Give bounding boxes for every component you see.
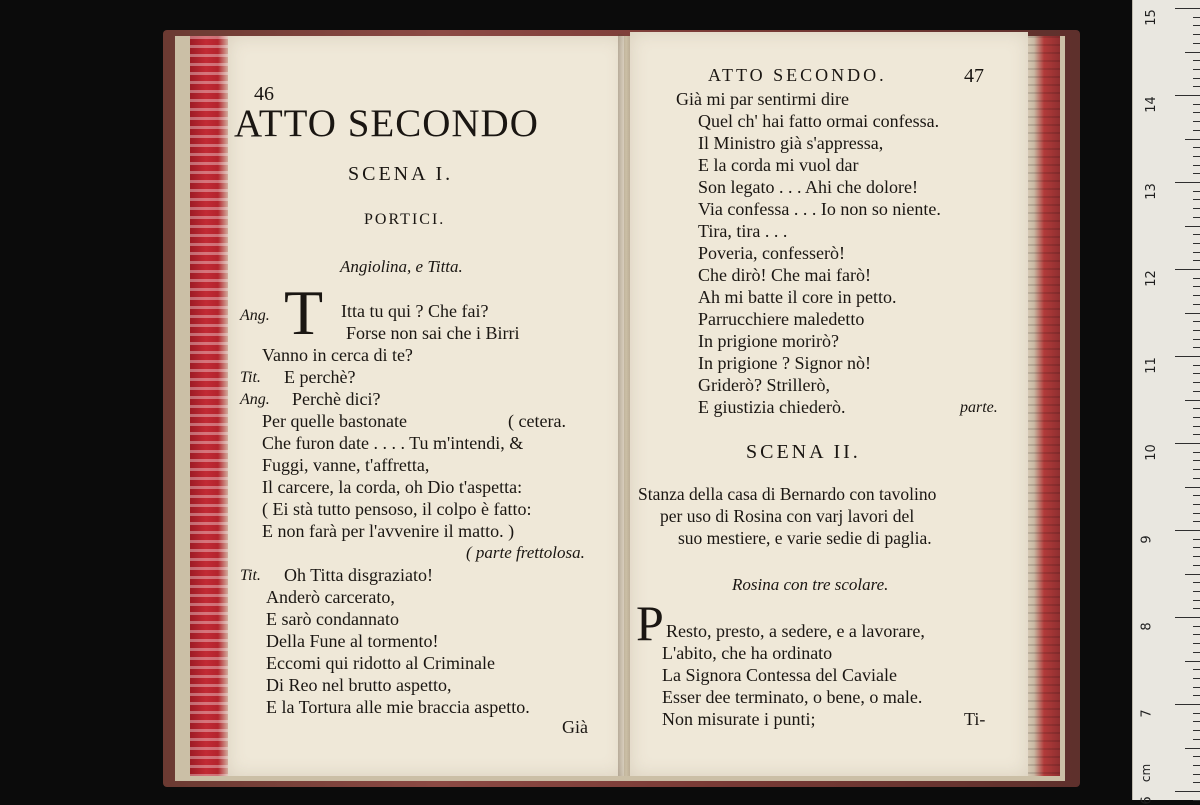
ruler-tick [1175,704,1200,705]
ruler-unit-label: cm [1139,763,1154,783]
ruler-tick [1193,591,1200,592]
stage-direction: ( parte frettolosa. [466,543,585,562]
ruler-cm-label: 13 [1143,183,1159,200]
ruler-tick [1193,295,1200,296]
ruler-tick [1193,25,1200,26]
verse-line: La Signora Contessa del Caviale [662,665,897,685]
text-line: Itta tu qui ? Che fai? [341,301,489,321]
ruler-tick [1193,234,1200,235]
ruler-tick [1193,365,1200,366]
ruler-tick [1193,730,1200,731]
ruler-tick [1175,95,1200,96]
verse-line: Resto, presto, a sedere, e a lavorare, [666,621,925,641]
ruler-tick [1193,330,1200,331]
ruler-tick [1193,69,1200,70]
text-line: E non farà per l'avvenire il matto. ) [262,521,515,541]
right-page-number: 47 [964,65,984,87]
text-line: Già mi par sentirmi dire [676,89,849,109]
ruler-tick [1193,721,1200,722]
ruler-tick [1193,347,1200,348]
ruler-tick [1193,669,1200,670]
scene-1-setting: PORTICI. [364,211,446,228]
ruler-tick [1175,8,1200,9]
ruler-tick [1193,382,1200,383]
catchword: Ti- [964,709,986,729]
ruler-tick [1193,652,1200,653]
ruler-tick [1193,321,1200,322]
ruler-tick [1175,269,1200,270]
text-line: E la Tortura alle mie braccia aspetto. [266,697,530,717]
ruler-tick [1193,121,1200,122]
text-line: Fuggi, vanne, t'affretta, [262,455,430,475]
measuring-ruler [1132,0,1200,805]
text-line: Il carcere, la corda, oh Dio t'aspetta: [262,477,523,497]
exit-direction: parte. [960,399,998,416]
text-line: Via confessa . . . Io non so niente. [698,199,941,219]
text-line: Son legato . . . Ahi che dolore! [698,177,918,197]
text-line: E sarò condannato [266,609,399,629]
speaker-label: Tit. [240,567,261,584]
ruler-tick [1193,130,1200,131]
ruler-tick [1193,495,1200,496]
text-line: Poveria, confesserò! [698,243,845,263]
ruler-tick [1193,243,1200,244]
ruler-tick [1193,460,1200,461]
ruler-tick [1193,78,1200,79]
text-line: Il Ministro già s'appressa, [698,133,884,153]
cetera-note: ( cetera. [508,411,566,431]
ruler-tick [1193,626,1200,627]
ruler-tick [1193,17,1200,18]
ruler-tick [1193,286,1200,287]
text-line: In prigione morirò? [698,331,839,351]
ruler-cm-label: 6 [1139,796,1155,805]
text-line: Forse non sai che i Birri [346,323,520,343]
ruler-tick [1193,339,1200,340]
ruler-tick [1193,252,1200,253]
text-line: ( Ei stà tutto pensoso, il colpo è fatto: [262,499,532,519]
ruler-tick [1193,217,1200,218]
ruler-tick [1193,774,1200,775]
ruler-tick [1193,408,1200,409]
ruler-cm-label: 15 [1143,9,1159,26]
scene-2-setting-line: per uso di Rosina con varj lavori del [660,506,915,526]
ruler-tick [1193,452,1200,453]
scene-2-characters: Rosina con tre scolare. [732,575,889,594]
ruler-tick [1193,156,1200,157]
drop-cap-p: P [636,595,664,651]
verse-line: L'abito, che ha ordinato [662,643,833,663]
text-line: Parrucchiere maledetto [698,309,865,329]
verse-line: Non misurate i punti; [662,709,816,729]
ruler-tick [1185,226,1200,227]
text-line: Della Fune al tormento! [266,631,439,651]
drop-cap-t: T [284,277,324,348]
ruler-tick [1175,791,1200,792]
ruler-tick [1175,617,1200,618]
speaker-label: Ang. [240,307,270,324]
ruler-tick [1193,504,1200,505]
left-page-number: 46 [254,83,274,105]
left-page [228,36,624,776]
text-line: Griderò? Strillerò, [698,375,830,395]
ruler-tick [1193,539,1200,540]
text-line: Anderò carcerato, [266,587,395,607]
text-line: Quel ch' hai fatto ormai confessa. [698,111,940,131]
ruler-tick [1185,139,1200,140]
scene-2-setting-line: suo mestiere, e varie sedie di paglia. [678,528,932,548]
text-line: In prigione ? Signor nò! [698,353,871,373]
running-head: ATTO SECONDO. [708,65,887,85]
ruler-tick [1193,687,1200,688]
ruler-tick [1193,582,1200,583]
ruler-cm-label: 8 [1139,622,1155,631]
text-line: E giustizia chiederò. [698,397,846,417]
act-heading: ATTO SECONDO [234,102,539,145]
ruler-tick [1193,278,1200,279]
ruler-tick [1185,400,1200,401]
ruler-tick [1185,52,1200,53]
right-page [630,32,1028,776]
ruler-tick [1193,565,1200,566]
text-line: Tira, tira . . . [698,221,788,241]
catchword: Già [562,717,588,737]
text-line: Di Reo nel brutto aspetto, [266,675,452,695]
ruler-tick [1193,556,1200,557]
ruler-tick [1193,513,1200,514]
ruler-tick [1193,756,1200,757]
ruler-tick [1193,434,1200,435]
text-line: E perchè? [284,367,356,387]
scene-1-title: SCENA I. [348,163,454,185]
ruler-tick [1193,739,1200,740]
ruler-tick [1193,199,1200,200]
ruler-tick [1193,608,1200,609]
text-line: Eccomi qui ridotto al Criminale [266,653,495,673]
ruler-tick [1193,600,1200,601]
ruler-tick [1193,86,1200,87]
ruler-tick [1193,373,1200,374]
speaker-label: Tit. [240,369,261,386]
ruler-tick [1185,661,1200,662]
text-line: Perchè dici? [292,389,381,409]
ruler-tick [1193,260,1200,261]
text-line: Vanno in cerca di te? [262,345,413,365]
ruler-tick [1193,43,1200,44]
scene-1-characters: Angiolina, e Titta. [340,257,463,276]
text-line: Per quelle bastonate [262,411,407,431]
ruler-tick [1193,695,1200,696]
ruler-tick [1193,208,1200,209]
ruler-tick [1193,678,1200,679]
ruler-tick [1193,173,1200,174]
ruler-tick [1193,165,1200,166]
left-page-edge [190,36,230,776]
text-line: Che furon date . . . . Tu m'intendi, & [262,433,524,453]
ruler-tick [1193,60,1200,61]
text-line: Oh Titta disgraziato! [284,565,433,585]
ruler-tick [1193,547,1200,548]
speaker-label: Ang. [240,391,270,408]
ruler-tick [1193,34,1200,35]
text-line: E la corda mi vuol dar [698,155,859,175]
ruler-cm-label: 9 [1139,535,1155,544]
ruler-tick [1193,521,1200,522]
scene-2-title: SCENA II. [746,441,861,463]
ruler-tick [1185,487,1200,488]
verse-line: Esser dee terminato, o bene, o male. [662,687,923,707]
ruler-cm-label: 12 [1143,270,1159,287]
ruler-cm-label: 7 [1139,709,1155,718]
ruler-tick [1193,191,1200,192]
ruler-tick [1193,469,1200,470]
ruler-tick [1175,182,1200,183]
ruler-tick [1193,713,1200,714]
ruler-tick [1193,643,1200,644]
ruler-tick [1193,478,1200,479]
ruler-tick [1193,765,1200,766]
text-line: Che dirò! Che mai farò! [698,265,871,285]
text-line: Ah mi batte il core in petto. [698,287,897,307]
ruler-tick [1185,748,1200,749]
ruler-cm-label: 14 [1143,96,1159,113]
ruler-tick [1175,356,1200,357]
ruler-tick [1175,443,1200,444]
ruler-cm-label: 11 [1143,357,1159,374]
ruler-tick [1193,782,1200,783]
ruler-tick [1193,426,1200,427]
ruler-tick [1193,112,1200,113]
scene-2-setting-line: Stanza della casa di Bernardo con tavolino [638,484,937,504]
ruler-tick [1185,574,1200,575]
ruler-tick [1175,530,1200,531]
ruler-tick [1193,147,1200,148]
ruler-tick [1185,313,1200,314]
ruler-tick [1193,304,1200,305]
ruler-tick [1193,391,1200,392]
ruler-tick [1193,104,1200,105]
ruler-cm-label: 10 [1143,444,1159,461]
ruler-tick [1193,634,1200,635]
ruler-tick [1193,417,1200,418]
